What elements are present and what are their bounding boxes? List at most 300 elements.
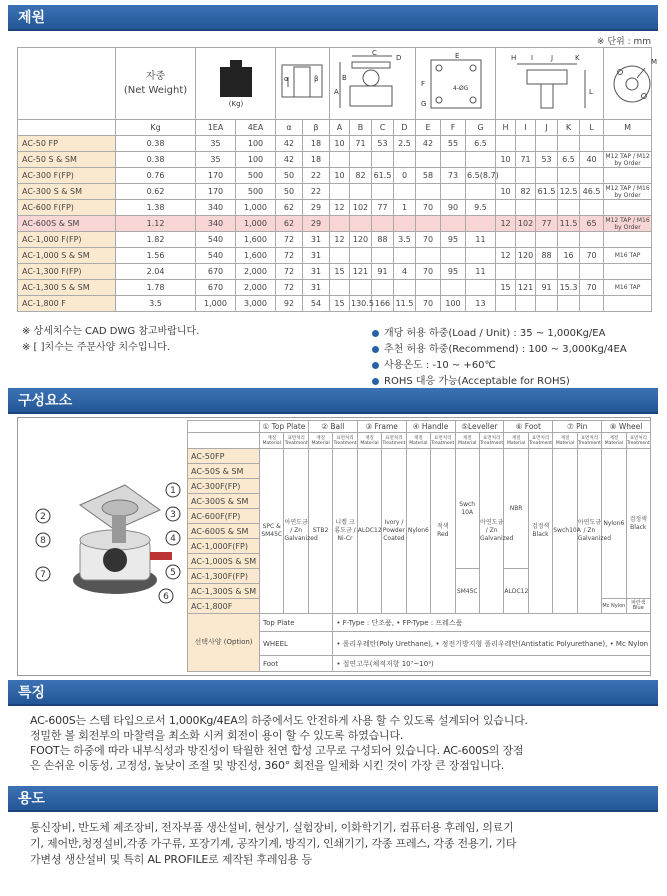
spec-table xyxy=(17,47,658,312)
value-cell xyxy=(604,232,652,248)
value-cell: 18 xyxy=(303,152,330,168)
model-cell: AC-50 FP xyxy=(18,136,116,152)
weight-block-icon xyxy=(216,58,256,108)
value-cell: 2.5 xyxy=(394,136,416,152)
value-cell: 22 xyxy=(303,168,330,184)
value-cell xyxy=(394,280,416,296)
comp-model-cell: AC-50FP xyxy=(188,449,260,464)
value-cell: 70 xyxy=(416,232,441,248)
value-cell: M12 TAP / M16 by Order xyxy=(605,184,650,199)
value-cell: 102 xyxy=(350,200,372,216)
use-line-1: 통신장비, 반도체 제조장비, 전자부품 생산설비, 현상기, 실험장비, 이화학기기, 컴퓨터용 후레임, 의료기 xyxy=(30,821,514,834)
comp-cell: 파란색 Blue xyxy=(626,599,650,614)
sub-treatment: 표면처리 Treatment xyxy=(431,433,455,449)
value-cell xyxy=(604,136,652,152)
value-cell: 9.5 xyxy=(466,200,496,216)
callout-8 xyxy=(36,533,50,547)
value-cell: 120 xyxy=(350,232,372,248)
value-cell: 0 xyxy=(394,168,416,184)
option-top-plate-val: • F-Type : 단조품, • FP-Type : 프레스품 xyxy=(333,614,651,632)
comp-table xyxy=(187,420,651,672)
value-cell: 90 xyxy=(441,200,466,216)
value-cell xyxy=(516,264,536,280)
value-cell: 53 xyxy=(372,136,394,152)
value-cell: 31 xyxy=(303,264,330,280)
value-cell: 12 xyxy=(496,216,516,232)
load-kg-label: (Kg) xyxy=(228,99,243,108)
value-cell xyxy=(330,248,350,264)
table-row xyxy=(18,232,652,248)
callout-2 xyxy=(36,509,50,523)
model-cell: AC-600 F(FP) xyxy=(18,200,116,216)
comp-model-cell: AC-600F(FP) xyxy=(188,509,260,524)
sub-treatment: 표면처리 Treatment xyxy=(333,433,357,449)
comp-cell: Ivory / Powder Coated xyxy=(382,449,406,614)
comp-cell: 아연도금 / Zn Galvanized xyxy=(577,449,601,614)
value-cell: 540 xyxy=(196,248,236,264)
option-foot-val: • 절연고무(체적저항 10⁷~10⁹) xyxy=(333,656,651,672)
col-head: 4EA xyxy=(236,120,276,136)
value-cell xyxy=(416,184,441,200)
value-cell: 10 xyxy=(330,168,350,184)
value-cell: 61.5 xyxy=(372,168,394,184)
value-cell xyxy=(516,136,536,152)
comp-cell: Mc Nylon xyxy=(602,599,626,614)
table-row xyxy=(18,200,652,216)
value-cell: 10 xyxy=(496,184,516,200)
model-cell: AC-300 F(FP) xyxy=(18,168,116,184)
value-cell xyxy=(416,248,441,264)
value-cell: 18 xyxy=(303,136,330,152)
notes-left xyxy=(22,324,199,356)
parts-corner xyxy=(188,421,260,433)
value-cell: 50 xyxy=(276,168,303,184)
value-cell: 6.5 xyxy=(466,136,496,152)
weight-sub-label: (Net Weight) xyxy=(123,84,188,96)
sub-material: 재질 Material xyxy=(455,433,479,449)
col-head: Kg xyxy=(116,120,196,136)
value-cell xyxy=(330,184,350,200)
part-head: ⑧ Wheel xyxy=(602,421,651,433)
comp-model-cell: AC-600S & SM xyxy=(188,524,260,539)
col-head-model xyxy=(18,120,116,136)
value-cell: 91 xyxy=(536,280,558,296)
value-cell: 16 xyxy=(558,248,580,264)
value-cell: 50 xyxy=(276,184,303,200)
callout-8-label: 8 xyxy=(40,536,46,546)
model-cell: AC-1,000 S & SM xyxy=(18,248,116,264)
value-cell: 340 xyxy=(196,216,236,232)
value-cell: 10 xyxy=(330,136,350,152)
table-row xyxy=(18,264,652,280)
col-head: M xyxy=(604,120,652,136)
value-cell: 1,000 xyxy=(196,296,236,312)
comp-model-cell: AC-300F(FP) xyxy=(188,479,260,494)
note-rohs: ROHS 대응 가능(Acceptable for ROHS) xyxy=(372,374,627,390)
sub-corner xyxy=(188,433,260,449)
comp-cell: Swch 10A xyxy=(455,449,479,569)
load-diagram xyxy=(196,48,276,120)
sub-material: 재질 Material xyxy=(602,433,626,449)
comp-cell: 아연도금 / Zn Galvanized xyxy=(284,449,308,614)
dim-a-label: A xyxy=(333,87,339,96)
svg-text:β: β xyxy=(313,74,318,83)
value-cell xyxy=(536,168,558,184)
value-cell xyxy=(496,232,516,248)
comp-cell: 검정색 Black xyxy=(528,449,552,614)
value-cell xyxy=(372,216,394,232)
value-cell: 22 xyxy=(303,184,330,200)
value-cell: 13 xyxy=(466,296,496,312)
value-cell: 82 xyxy=(350,168,372,184)
comp-model-cell: AC-1,300S & SM xyxy=(188,584,260,599)
table-row xyxy=(18,152,652,168)
value-cell xyxy=(558,168,580,184)
value-cell: 12 xyxy=(330,232,350,248)
value-cell: 62 xyxy=(276,216,303,232)
value-cell: M16 TAP xyxy=(604,280,652,296)
dim-diagram-efg xyxy=(416,48,496,120)
value-cell xyxy=(466,216,496,232)
value-cell: 42 xyxy=(276,136,303,152)
value-cell: 42 xyxy=(276,152,303,168)
value-cell: 73 xyxy=(441,168,466,184)
comp-body xyxy=(188,449,651,614)
value-cell: 31 xyxy=(303,232,330,248)
part-head: ⑦ Pin xyxy=(553,421,602,433)
use-line-3: 가변셩 생산설비 및 특히 AL PROFILE로 제작된 후레임용 등 xyxy=(30,853,312,866)
value-cell: 12 xyxy=(496,248,516,264)
value-cell xyxy=(330,152,350,168)
value-cell xyxy=(394,184,416,200)
sub-row xyxy=(188,433,651,449)
value-cell xyxy=(536,136,558,152)
value-cell xyxy=(558,296,580,312)
value-cell xyxy=(580,168,604,184)
comp-cell: Nylon6 xyxy=(406,449,430,614)
dim-e-label: E xyxy=(455,51,460,60)
value-cell xyxy=(441,216,466,232)
sub-material: 재질 Material xyxy=(357,433,381,449)
table-row xyxy=(18,296,652,312)
spec-title: 제원 xyxy=(18,10,46,26)
value-cell: 170 xyxy=(196,184,236,200)
comp-title: 구성요소 xyxy=(18,393,73,409)
col-head: α xyxy=(276,120,303,136)
value-cell: 15 xyxy=(330,264,350,280)
model-cell: AC-1,300 S & SM xyxy=(18,280,116,296)
value-cell: 670 xyxy=(196,264,236,280)
value-cell: 121 xyxy=(516,280,536,296)
value-cell xyxy=(516,168,536,184)
part-head: ③ Frame xyxy=(357,421,406,433)
callout-7 xyxy=(36,567,50,581)
sub-treatment: 표면처리 Treatment xyxy=(382,433,406,449)
spec-col-head-row xyxy=(18,120,652,136)
value-cell xyxy=(496,296,516,312)
value-cell: 102 xyxy=(516,216,536,232)
option-label xyxy=(188,614,260,672)
comp-cell: Swch10A xyxy=(553,449,577,614)
value-cell xyxy=(441,184,466,200)
value-cell xyxy=(330,280,350,296)
value-cell: 170 xyxy=(196,168,236,184)
notes-right xyxy=(372,326,627,390)
col-head: D xyxy=(394,120,416,136)
value-cell xyxy=(416,280,441,296)
use-header xyxy=(8,786,658,812)
dim-k-label: K xyxy=(575,53,580,62)
note-cad: ※ 상세치수는 CAD DWG 참고바랍니다. xyxy=(22,326,200,337)
option-wheel-val: • 폴리우레탄(Poly Urethane), • 정전기방지형 폴리우레탄(Antistatic Polyurethane), • Mc Nylon xyxy=(333,632,651,656)
part-head: ④ Handle xyxy=(406,421,455,433)
sub-treatment: 표면처리 Treatment xyxy=(626,433,650,449)
value-cell: 670 xyxy=(196,280,236,296)
value-cell: 82 xyxy=(516,184,536,200)
sub-treatment: 표면처리 Treatment xyxy=(577,433,601,449)
value-cell: 42 xyxy=(416,136,441,152)
value-cell: 15.3 xyxy=(558,280,580,296)
callout-4 xyxy=(166,531,180,545)
callout-3-label: 3 xyxy=(170,510,176,520)
value-cell xyxy=(536,296,558,312)
value-cell: 340 xyxy=(196,200,236,216)
value-cell: 88 xyxy=(372,232,394,248)
value-cell: 0.76 xyxy=(116,168,196,184)
callout-5 xyxy=(166,565,180,579)
table-row xyxy=(18,216,652,232)
value-cell: 1.12 xyxy=(116,216,196,232)
model-cell: AC-600S & SM xyxy=(18,216,116,232)
parts-row xyxy=(188,421,651,433)
option-wheel-name: WHEEL xyxy=(260,632,333,656)
value-cell xyxy=(516,200,536,216)
feat-title: 특징 xyxy=(18,685,46,701)
use-text xyxy=(30,820,640,868)
model-head-cell xyxy=(18,48,116,120)
callout-3 xyxy=(166,507,180,521)
dim-j-label: J xyxy=(551,53,554,62)
col-head: F xyxy=(441,120,466,136)
value-cell: 88 xyxy=(536,248,558,264)
value-cell: 70 xyxy=(580,280,604,296)
value-cell: 500 xyxy=(236,184,276,200)
value-cell xyxy=(372,184,394,200)
comp-cell: 검정색 Black xyxy=(626,449,650,599)
dim-g-label: G xyxy=(421,99,427,108)
value-cell: 11.5 xyxy=(558,216,580,232)
value-cell: 71 xyxy=(350,136,372,152)
dim-c-label: C xyxy=(371,48,377,57)
value-cell: 10 xyxy=(496,152,516,168)
value-cell: 29 xyxy=(303,216,330,232)
value-cell xyxy=(580,136,604,152)
comp-cell: 아연도금 / Zn Galvanized xyxy=(479,449,503,614)
value-cell xyxy=(441,280,466,296)
value-cell xyxy=(558,200,580,216)
sub-treatment: 표면처리 Treatment xyxy=(479,433,503,449)
value-cell: 4 xyxy=(394,264,416,280)
callout-1 xyxy=(166,483,180,497)
dim-i-label: I xyxy=(531,53,534,62)
value-cell: 29 xyxy=(303,200,330,216)
caster-illustration xyxy=(30,460,180,610)
comp-cell: NBR xyxy=(504,449,528,569)
feat-text xyxy=(30,713,640,773)
value-cell xyxy=(604,296,652,312)
value-cell: 71 xyxy=(516,152,536,168)
comp-cell: Nylon6 xyxy=(602,449,626,599)
value-cell xyxy=(580,232,604,248)
value-cell: 540 xyxy=(196,232,236,248)
value-cell xyxy=(330,216,350,232)
value-cell xyxy=(580,296,604,312)
dim-b-label: B xyxy=(341,73,347,82)
comp-header xyxy=(8,388,658,414)
value-cell: 11.5 xyxy=(394,296,416,312)
value-cell: 1,000 xyxy=(236,200,276,216)
value-cell xyxy=(604,168,652,184)
stem-top-diagram xyxy=(605,50,660,116)
comp-model-cell: AC-1,300F(FP) xyxy=(188,569,260,584)
feat-line-2: 정밀한 볼 회전부의 마찰력을 최소화 시켜 회전이 용이 할 수 있도록 하였습니다. xyxy=(30,729,404,742)
value-cell: 500 xyxy=(236,168,276,184)
option-label-text: 선택사양 (Option) xyxy=(194,638,253,646)
value-cell xyxy=(580,200,604,216)
value-cell xyxy=(580,264,604,280)
comp-model-cell: AC-1,800F xyxy=(188,599,260,614)
value-cell: 70 xyxy=(416,200,441,216)
value-cell xyxy=(536,200,558,216)
value-cell: 2,000 xyxy=(236,280,276,296)
value-cell xyxy=(350,248,372,264)
col-head: I xyxy=(516,120,536,136)
model-cell: AC-1,800 F xyxy=(18,296,116,312)
value-cell: 62 xyxy=(276,200,303,216)
value-cell: 91 xyxy=(372,264,394,280)
dim-d-label: D xyxy=(395,53,401,62)
table-row xyxy=(18,248,652,264)
value-cell: 46.5 xyxy=(580,184,604,200)
use-line-2: 기, 제어반,청정설비,각종 가구류, 포장기계, 공작기계, 방직기, 인쇄기기, 각종 프레스, 각종 전용기, 기타 xyxy=(30,837,517,850)
model-cell: AC-1,000 F(FP) xyxy=(18,232,116,248)
col-head: E xyxy=(416,120,441,136)
use-title: 용도 xyxy=(18,791,46,807)
value-cell: 72 xyxy=(276,264,303,280)
comp-cell: 니켈 크롬도금 / Ni-Cr xyxy=(333,449,357,614)
table-row xyxy=(18,184,652,200)
sub-material: 재질 Material xyxy=(504,433,528,449)
col-head: H xyxy=(496,120,516,136)
value-cell: 58 xyxy=(416,168,441,184)
dim-diagram-m xyxy=(604,48,658,120)
value-cell: 72 xyxy=(276,232,303,248)
value-cell xyxy=(536,232,558,248)
value-cell: 11 xyxy=(466,232,496,248)
value-cell: 0.62 xyxy=(116,184,196,200)
weight-head-label: 자중 xyxy=(145,70,166,82)
value-cell xyxy=(394,216,416,232)
value-cell: 100 xyxy=(236,136,276,152)
value-cell xyxy=(350,152,372,168)
table-row xyxy=(18,168,652,184)
value-cell: 1.82 xyxy=(116,232,196,248)
value-cell: 15 xyxy=(496,280,516,296)
value-cell xyxy=(372,152,394,168)
dim-diagram-hijkl xyxy=(496,48,604,120)
value-cell: 100 xyxy=(441,296,466,312)
col-head: L xyxy=(580,120,604,136)
value-cell xyxy=(516,296,536,312)
dim-l-label: L xyxy=(589,87,593,96)
value-cell xyxy=(604,200,652,216)
plate-top-diagram xyxy=(417,50,497,116)
caster-side-diagram xyxy=(332,50,414,116)
callout-6 xyxy=(159,589,173,603)
value-cell: 3.5 xyxy=(394,232,416,248)
note-recommend: 추천 허용 하중(Recommend) : 100 ~ 3,000Kg/4EA xyxy=(372,342,627,358)
spec-header xyxy=(8,5,658,31)
value-cell xyxy=(394,248,416,264)
callout-4-label: 4 xyxy=(170,534,176,544)
value-cell: 166 xyxy=(372,296,394,312)
value-cell: 95 xyxy=(441,264,466,280)
value-cell: 6.5 xyxy=(558,152,580,168)
dim-hole-label: 4-ØG xyxy=(453,84,469,92)
value-cell: 35 xyxy=(196,136,236,152)
dim-f-label: F xyxy=(421,79,426,88)
value-cell: 70 xyxy=(416,264,441,280)
value-cell: 12 xyxy=(330,200,350,216)
value-cell: 2.04 xyxy=(116,264,196,280)
comp-cell: ALDC12 xyxy=(504,569,528,614)
col-head: B xyxy=(350,120,372,136)
value-cell: 15 xyxy=(330,296,350,312)
value-cell: 2,000 xyxy=(236,264,276,280)
callout-1-label: 1 xyxy=(170,486,176,496)
list-item xyxy=(188,449,651,464)
value-cell: 54 xyxy=(303,296,330,312)
value-cell xyxy=(416,152,441,168)
dim-m-label: M xyxy=(651,57,658,66)
note-bracket: ※ [ ]치수는 주문사양 치수입니다. xyxy=(22,342,170,353)
option-foot-name: Foot xyxy=(260,656,333,672)
note-load-unit: 개당 허용 하중(Load / Unit) : 35 ~ 1,000Kg/EA xyxy=(372,326,627,342)
value-cell xyxy=(466,248,496,264)
value-cell: 1.38 xyxy=(116,200,196,216)
value-cell xyxy=(558,136,580,152)
dim-diagram-abcd xyxy=(330,48,416,120)
value-cell: 55 xyxy=(441,136,466,152)
dim-h-label: H xyxy=(511,53,517,62)
sub-material: 재질 Material xyxy=(406,433,430,449)
value-cell: 0.38 xyxy=(116,136,196,152)
value-cell: 53 xyxy=(536,152,558,168)
comp-model-cell: AC-50S & SM xyxy=(188,464,260,479)
value-cell: 3,000 xyxy=(236,296,276,312)
value-cell xyxy=(350,216,372,232)
value-cell: M12 TAP / M16 by Order xyxy=(605,216,650,231)
value-cell xyxy=(536,264,558,280)
note-temperature: 사용온도 : -10 ~ +60℃ xyxy=(372,358,627,374)
value-cell xyxy=(466,184,496,200)
value-cell: 70 xyxy=(416,296,441,312)
value-cell: 11 xyxy=(466,264,496,280)
comp-model-cell: AC-1,000S & SM xyxy=(188,554,260,569)
value-cell: 3.5 xyxy=(116,296,196,312)
value-cell: 1.56 xyxy=(116,248,196,264)
table-row xyxy=(18,136,652,152)
